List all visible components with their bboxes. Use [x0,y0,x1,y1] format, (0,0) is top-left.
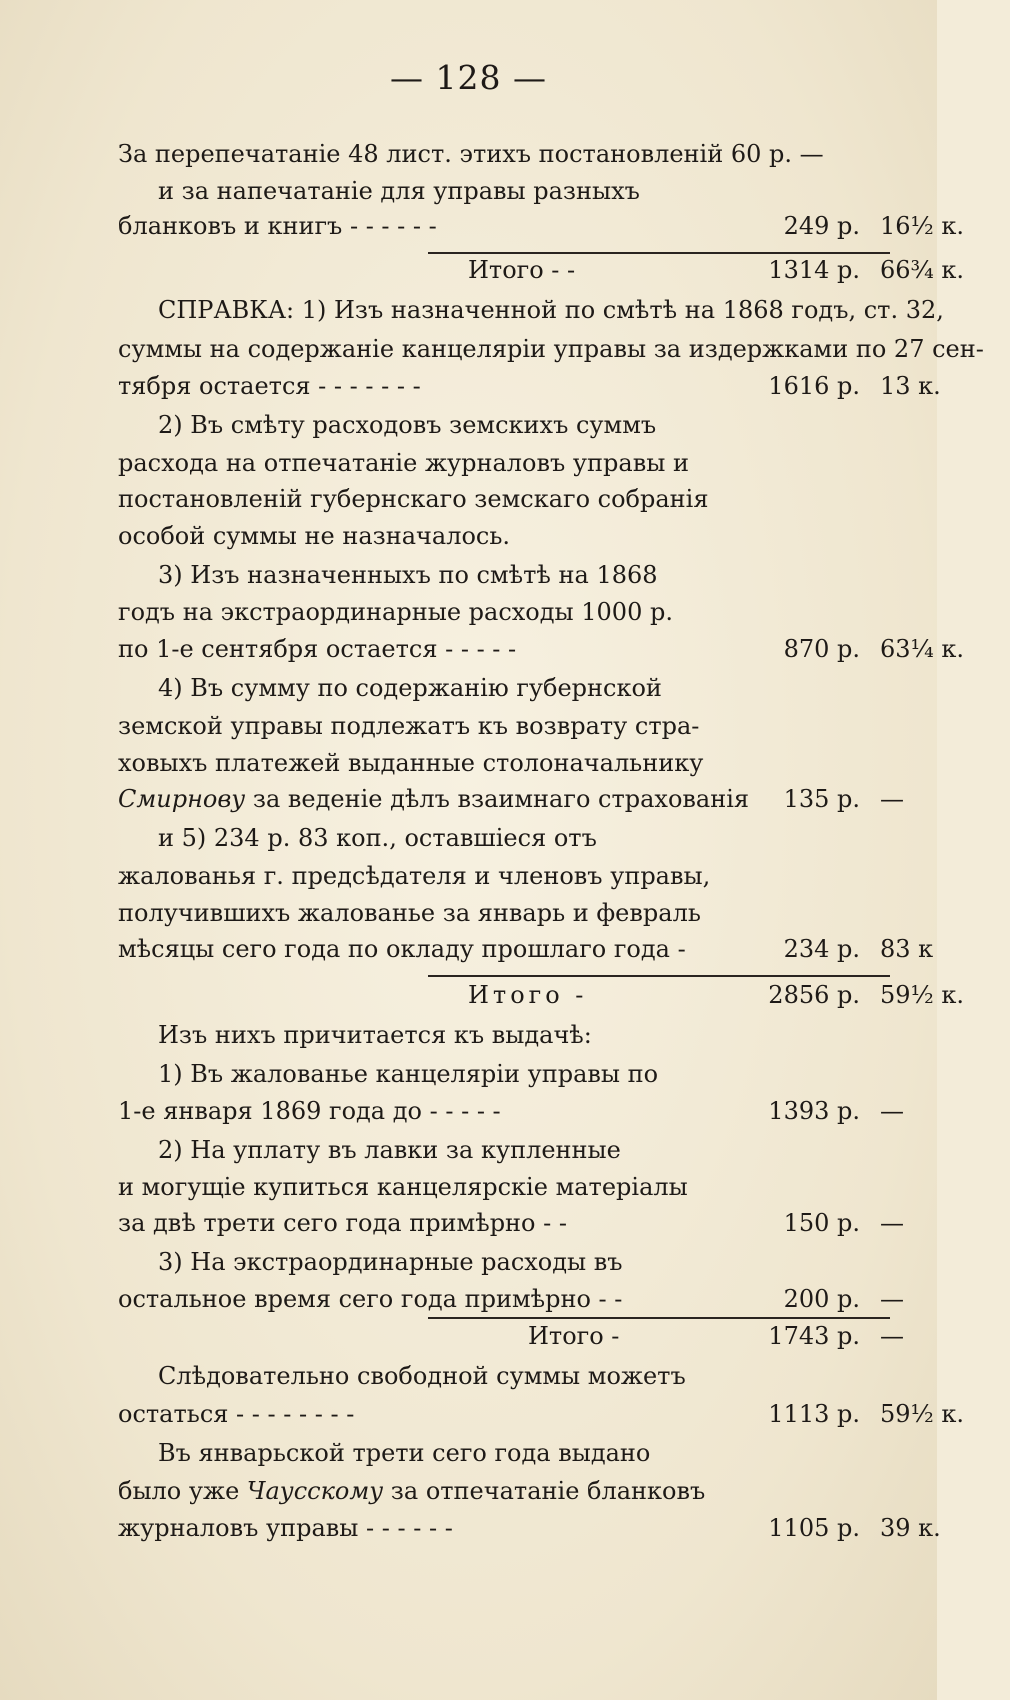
kopecks-value: 59½ к. [880,1400,965,1428]
surname-smirnov: Смирнову [118,785,246,813]
text-line-1: За перепечатаніе 48 лист. этихъ постановленій 60 р. — [118,140,824,168]
text-line-13: годъ на экстраординарные расходы 1000 р. [118,598,673,626]
rubles-value: 249 р. [783,212,860,240]
ledger-line-31: остальное время сего года примѣрно - - 200 р. — [118,1281,890,1317]
text-line-21: получившихъ жалованье за январь и февраль [118,899,701,927]
rubles-value: 870 р. [783,635,860,663]
kopecks-value: 16½ к. [880,212,965,240]
kopecks-value: 39 к. [880,1514,941,1542]
kopecks-value: — [880,1209,904,1237]
ledger-line-3: бланковъ и книгъ - - - - - - 249 р. 16½ к. [118,208,890,244]
kopecks-value: — [880,1285,904,1313]
text-line-19: и 5) 234 р. 83 коп., оставшіеся отъ [158,824,597,852]
text-line-36: было уже Чаусскому за отпечатаніе бланковъ [118,1477,706,1505]
rubles-value: 1616 р. [768,372,860,400]
text-line-28: и могущіе купиться канцелярскіе матеріалы [118,1173,688,1201]
ledger-line-29: за двѣ трети сего года примѣрно - - 150 р. — [118,1205,890,1241]
text-line-12: 3) Изъ назначенныхъ по смѣтѣ на 1868 [158,561,658,589]
ledger-line-18: Смирнову за веденіе дѣлъ взаимнаго страхованія 135 р. — [118,781,890,817]
ledger-line-37: журналовъ управы - - - - - - 1105 р. 39 к. [118,1510,890,1546]
kopecks-value: 59½ к. [880,981,965,1009]
text-line-20: жалованья г. предсѣдателя и членовъ управы, [118,862,711,890]
surname-chausskiy: Чаусскому [246,1477,384,1505]
text-line-33: Слѣдовательно свободной суммы можетъ [158,1362,686,1390]
text-line-16: земской управы подлежатъ къ возврату стра- [118,712,700,740]
kopecks-value: — [880,1097,904,1125]
kopecks-value: 83 к [880,935,934,963]
text-line-27: 2) На уплату въ лавки за купленные [158,1136,621,1164]
rubles-value: 1113 р. [768,1400,860,1428]
text-line-11: особой суммы не назначалось. [118,522,511,550]
rubles-value: 1105 р. [768,1514,860,1542]
page-number: — 128 — [390,58,547,97]
text-line-10: постановленій губернскаго земскаго собранія [118,485,709,513]
text-line-5: СПРАВКА: 1) Изъ назначенной по смѣтѣ на 1868 годъ, ст. 32, [158,296,944,324]
ledger-line-14: по 1-е сентября остается - - - - - 870 р. 63¼ к. [118,631,890,667]
text-line-8: 2) Въ смѣту расходовъ земскихъ суммъ [158,411,657,439]
kopecks-value: 63¼ к. [880,635,965,663]
text-line-30: 3) На экстраординарные расходы въ [158,1248,623,1276]
rubles-value: 200 р. [783,1285,860,1313]
text-line-25: 1) Въ жалованье канцеляріи управы по [158,1060,659,1088]
total-line-2: Итого - 2856 р. 59½ к. [468,977,890,1013]
text-line-17: ховыхъ платежей выданные столоначальнику [118,749,704,777]
text-line-2: и за напечатаніе для управы разныхъ [158,177,640,205]
ledger-line-22: мѣсяцы сего года по окладу прошлаго года - 234 р. 83 к [118,931,890,967]
ledger-line-7: тября остается - - - - - - - 1616 р. 13 к. [118,368,890,404]
ledger-line-34: остаться - - - - - - - - 1113 р. 59½ к. [118,1396,890,1432]
text-line-35: Въ январьской трети сего года выдано [158,1439,651,1467]
rubles-value: 135 р. [783,785,860,813]
text-line-6: суммы на содержаніе канцеляріи управы за издержками по 27 сен- [118,335,984,363]
rubles-value: 234 р. [783,935,860,963]
kopecks-value: 66¾ к. [880,256,965,284]
text-line-24: Изъ нихъ причитается къ выдачѣ: [158,1021,592,1049]
kopecks-value: 13 к. [880,372,941,400]
rubles-value: 150 р. [783,1209,860,1237]
total-line-1: Итого - - 1314 р. 66¾ к. [468,252,890,288]
rubles-value: 1393 р. [768,1097,860,1125]
kopecks-value: — [880,1322,904,1350]
total-line-3: Итого - 1743 р. — [528,1318,890,1354]
ledger-line-26: 1-е января 1869 года до - - - - - 1393 р. — [118,1093,890,1129]
text-line-15: 4) Въ сумму по содержанію губернской [158,674,662,702]
rubles-value: 1314 р. [768,256,860,284]
rubles-value: 1743 р. [768,1322,860,1350]
kopecks-value: — [880,785,904,813]
rubles-value: 2856 р. [768,981,860,1009]
text-line-9: расхода на отпечатаніе журналовъ управы и [118,449,689,477]
